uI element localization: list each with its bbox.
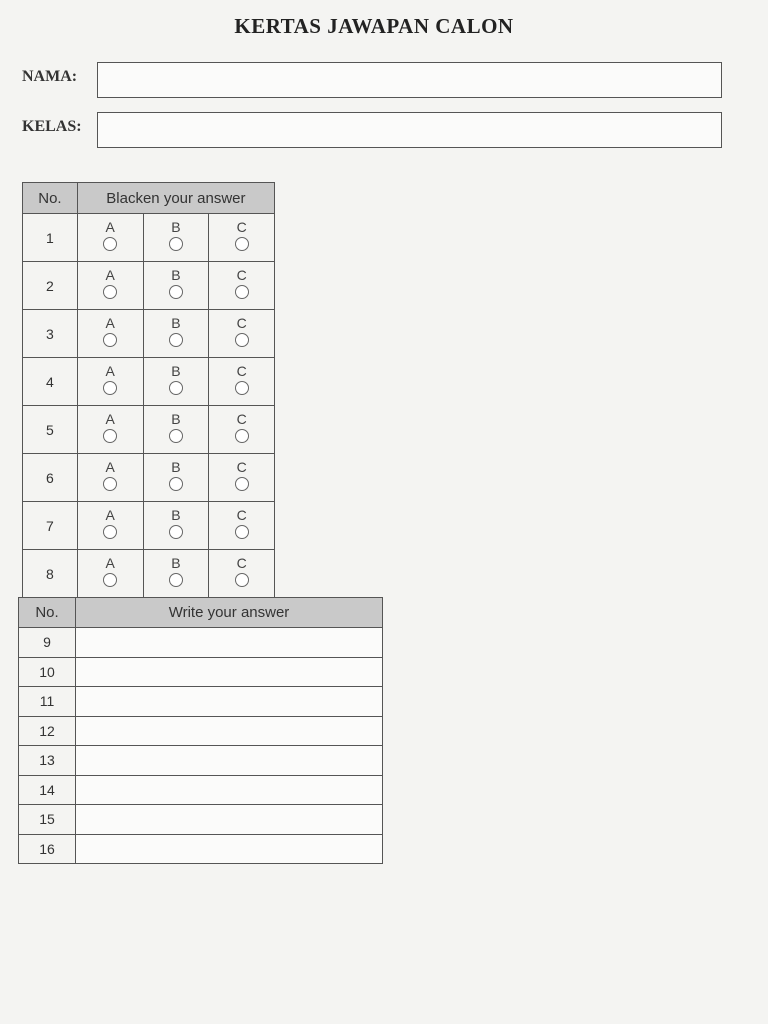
option-letter: B [171, 506, 181, 523]
answer-option[interactable] [209, 262, 275, 310]
mcq-row [23, 502, 275, 550]
answer-option[interactable] [143, 454, 209, 502]
answer-field[interactable] [76, 716, 383, 746]
answer-option[interactable] [143, 502, 209, 550]
answer-option[interactable] [77, 214, 143, 262]
written-header-no: No. [19, 598, 76, 628]
class-field[interactable] [97, 112, 722, 148]
question-number: 12 [19, 716, 76, 746]
answer-field[interactable] [76, 775, 383, 805]
question-number: 3 [23, 310, 78, 358]
answer-option[interactable] [77, 454, 143, 502]
answer-option[interactable] [77, 358, 143, 406]
question-number: 10 [19, 657, 76, 687]
class-label: KELAS: [22, 118, 82, 135]
answer-bubble[interactable] [169, 525, 183, 539]
question-number: 6 [23, 454, 78, 502]
option-letter: B [171, 314, 181, 331]
answer-bubble[interactable] [169, 285, 183, 299]
answer-option[interactable] [209, 214, 275, 262]
answer-bubble[interactable] [235, 333, 249, 347]
option-letter: B [171, 410, 181, 427]
mcq-row [23, 262, 275, 310]
written-answer-table [18, 597, 383, 864]
option-letter: A [105, 218, 115, 235]
mcq-row [23, 358, 275, 406]
option-letter: C [236, 506, 247, 523]
question-number: 1 [23, 214, 78, 262]
answer-option[interactable] [143, 214, 209, 262]
answer-option[interactable] [209, 406, 275, 454]
mcq-row [23, 406, 275, 454]
answer-field[interactable] [76, 628, 383, 658]
question-number: 13 [19, 746, 76, 776]
answer-field[interactable] [76, 687, 383, 717]
mcq-header-answer: Blacken your answer [77, 183, 274, 214]
option-letter: B [171, 266, 181, 283]
written-row [19, 687, 383, 717]
mcq-row [23, 310, 275, 358]
answer-option[interactable] [209, 454, 275, 502]
question-number: 8 [23, 550, 78, 598]
answer-bubble[interactable] [169, 477, 183, 491]
answer-bubble[interactable] [103, 573, 117, 587]
written-body [19, 628, 383, 864]
answer-bubble[interactable] [103, 477, 117, 491]
written-row [19, 805, 383, 835]
question-number: 4 [23, 358, 78, 406]
answer-option[interactable] [143, 550, 209, 598]
written-row [19, 716, 383, 746]
answer-bubble[interactable] [169, 333, 183, 347]
question-number: 5 [23, 406, 78, 454]
option-letter: C [236, 458, 247, 475]
option-letter: A [105, 362, 115, 379]
written-row [19, 775, 383, 805]
written-row [19, 657, 383, 687]
option-letter: C [236, 554, 247, 571]
answer-field[interactable] [76, 657, 383, 687]
question-number: 2 [23, 262, 78, 310]
answer-bubble[interactable] [235, 285, 249, 299]
option-letter: C [236, 266, 247, 283]
mcq-row [23, 550, 275, 598]
answer-option[interactable] [209, 310, 275, 358]
option-letter: A [105, 554, 115, 571]
option-letter: C [236, 362, 247, 379]
answer-bubble[interactable] [169, 573, 183, 587]
name-label: NAMA: [22, 68, 78, 85]
option-letter: A [105, 314, 115, 331]
answer-bubble[interactable] [103, 525, 117, 539]
answer-option[interactable] [143, 262, 209, 310]
answer-option[interactable] [77, 262, 143, 310]
answer-bubble[interactable] [235, 381, 249, 395]
option-letter: A [105, 458, 115, 475]
answer-option[interactable] [77, 550, 143, 598]
answer-bubble[interactable] [169, 429, 183, 443]
option-letter: C [236, 314, 247, 331]
answer-option[interactable] [77, 502, 143, 550]
mcq-row [23, 214, 275, 262]
question-number: 7 [23, 502, 78, 550]
answer-field[interactable] [76, 834, 383, 864]
option-letter: C [236, 410, 247, 427]
answer-option[interactable] [143, 358, 209, 406]
answer-bubble[interactable] [169, 381, 183, 395]
answer-bubble[interactable] [169, 237, 183, 251]
option-letter: C [236, 218, 247, 235]
mcq-body [23, 214, 275, 598]
question-number: 9 [19, 628, 76, 658]
option-letter: A [105, 266, 115, 283]
mcq-header-row [23, 183, 275, 214]
answer-bubble[interactable] [235, 477, 249, 491]
answer-bubble[interactable] [103, 333, 117, 347]
written-row [19, 628, 383, 658]
mcq-answer-table [22, 182, 275, 598]
answer-field[interactable] [76, 805, 383, 835]
option-letter: B [171, 554, 181, 571]
question-number: 11 [19, 687, 76, 717]
answer-option[interactable] [209, 550, 275, 598]
answer-option[interactable] [143, 406, 209, 454]
page-title: KERTAS JAWAPAN CALON [234, 14, 514, 38]
option-letter: B [171, 458, 181, 475]
answer-bubble[interactable] [103, 237, 117, 251]
answer-bubble[interactable] [235, 237, 249, 251]
answer-bubble[interactable] [235, 429, 249, 443]
answer-bubble[interactable] [235, 573, 249, 587]
answer-option[interactable] [209, 502, 275, 550]
option-letter: A [105, 410, 115, 427]
written-row [19, 746, 383, 776]
written-header-answer: Write your answer [76, 598, 383, 628]
answer-option[interactable] [77, 406, 143, 454]
question-number: 15 [19, 805, 76, 835]
option-letter: B [171, 362, 181, 379]
mcq-row [23, 454, 275, 502]
answer-bubble[interactable] [103, 285, 117, 299]
answer-bubble[interactable] [235, 525, 249, 539]
option-letter: B [171, 218, 181, 235]
name-field[interactable] [97, 62, 722, 98]
mcq-header-no: No. [23, 183, 78, 214]
answer-bubble[interactable] [103, 381, 117, 395]
question-number: 14 [19, 775, 76, 805]
answer-field[interactable] [76, 746, 383, 776]
answer-option[interactable] [77, 310, 143, 358]
answer-option[interactable] [209, 358, 275, 406]
question-number: 16 [19, 834, 76, 864]
answer-option[interactable] [143, 310, 209, 358]
written-row [19, 834, 383, 864]
written-header-row [19, 598, 383, 628]
option-letter: A [105, 506, 115, 523]
answer-bubble[interactable] [103, 429, 117, 443]
